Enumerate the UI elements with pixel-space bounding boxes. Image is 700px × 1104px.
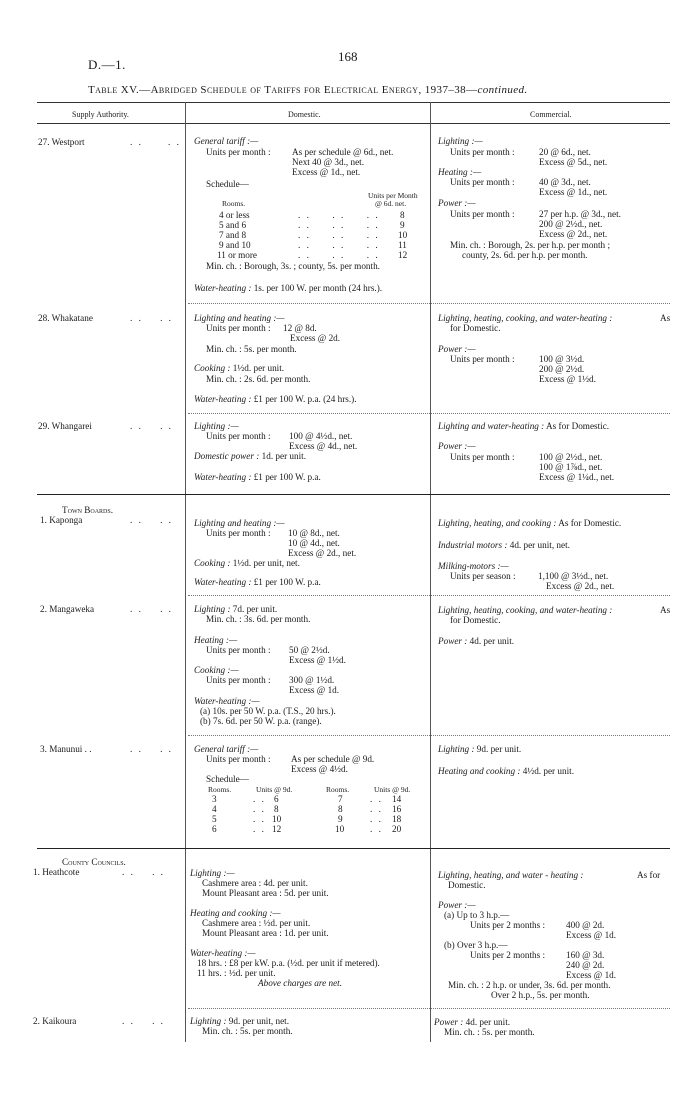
manunui-dom-text: Schedule—: [206, 774, 249, 784]
mangaweka-dom-text: (a) 10s. per 50 W. p.a. (T.S., 20 hrs.).: [200, 706, 336, 716]
westport-com-label: Lighting :—: [438, 136, 483, 146]
westport-com-text: 200 @ 2½d., net.: [539, 219, 603, 229]
whangarei-water-heating: Water-heating : £1 per 100 W. p.a.: [194, 472, 321, 482]
leader-dots: . .: [130, 137, 143, 147]
manunui-lighting: Lighting : 9d. per unit.: [438, 744, 522, 754]
table-title: Table XV.—Abridged Schedule of Tariffs for Electrical Energy, 1937–38—continued.: [88, 84, 528, 96]
manunui-schedule-header: Rooms.: [326, 785, 350, 794]
mangaweka-com-text: for Domestic.: [450, 615, 501, 625]
whangarei-domestic-power: Domestic power : 1d. per unit.: [194, 451, 307, 461]
manunui-dom-text: As per schedule @ 9d.: [291, 754, 375, 764]
row-rule: [188, 735, 670, 736]
leader-dots: . .: [168, 137, 181, 147]
heathcote-dom-text: 11 hrs. : ½d. per unit.: [197, 968, 276, 978]
whangarei-dom-text: 100 @ 4½d., net.: [289, 431, 353, 441]
westport-schedule-header: @ 6d. net.: [375, 199, 407, 208]
whangarei-com-label: Power :—: [438, 441, 476, 451]
header-commercial: Commercial.: [530, 110, 572, 119]
mangaweka-dom-text: Excess @ 1d.: [289, 685, 340, 695]
whakatane-com-label: Power :—: [438, 344, 476, 354]
westport-schedule-header: Units per Month: [368, 191, 418, 200]
westport-com-text: Units per month :: [450, 177, 515, 187]
mangaweka-com-label: Lighting, heating, cooking, and water-heating :: [438, 605, 613, 615]
westport-schedule-header: Rooms.: [222, 199, 246, 208]
whangarei-com-text: 100 @ 1⅞d., net.: [539, 462, 603, 472]
kaponga-dom-text: Excess @ 2d., net.: [288, 548, 357, 558]
whakatane-water-heating: Water-heating : £1 per 100 W. p.a. (24 hrs.).: [194, 394, 357, 404]
heathcote-com-text: Units per 2 months :: [470, 920, 546, 930]
westport-dom-text: Schedule—: [206, 179, 249, 189]
kaikoura-lighting: Lighting : 9d. per unit, net.: [190, 1016, 290, 1026]
manunui-dom-text: Excess @ 4½d.: [291, 764, 348, 774]
mangaweka-dom-text: Excess @ 1½d.: [289, 655, 346, 665]
section-heading-county-councils: County Councils.: [62, 857, 126, 867]
westport-rooms: 11 or more: [217, 250, 257, 260]
leader-dots: . .: [253, 804, 266, 814]
westport-dom-text: Units per month :: [206, 147, 271, 157]
leader-dots: . . . .: [130, 604, 173, 614]
heathcote-com-text: (b) Over 3 h.p.—: [444, 940, 508, 950]
manunui-units: 20: [392, 824, 402, 834]
mangaweka-dom-label: Heating :—: [194, 635, 238, 645]
authority-manunui: 3. Manunui . .: [40, 744, 92, 754]
westport-dom-text: Min. ch. : Borough, 3s. ; county, 5s. per month.: [206, 261, 380, 271]
authority-kaikoura: 2. Kaikoura: [33, 1016, 77, 1026]
leader-dots: . . . .: [130, 744, 173, 754]
kaponga-com-text: 1,100 @ 3½d., net.: [538, 571, 609, 581]
authority-westport: 27. Westport . . . .: [38, 137, 181, 147]
leader-dots: . .: [370, 814, 383, 824]
whangarei-com-text: Excess @ 1¼d., net.: [539, 472, 615, 482]
westport-rooms: 4 or less: [219, 210, 250, 220]
westport-units: 10: [398, 230, 408, 240]
westport-dom-text: As per schedule @ 6d., net.: [292, 147, 394, 157]
section-rule-town-boards: [37, 494, 670, 495]
heathcote-dom-text: Cashmere area : ½d. per unit.: [202, 918, 311, 928]
kaponga-com-text: Units per season :: [450, 571, 516, 581]
leader-dots: . .: [253, 814, 266, 824]
westport-com-text: Excess @ 5d., net.: [539, 157, 608, 167]
manunui-heating-cooking: Heating and cooking : 4½d. per unit.: [438, 766, 575, 776]
header-supply-authority: Supply Authority.: [72, 110, 129, 119]
heathcote-com-text: Excess @ 1d.: [566, 930, 617, 940]
heathcote-com-text: Over 2 h.p., 5s. per month.: [491, 990, 590, 1000]
manunui-units: 18: [392, 814, 402, 824]
westport-units: 9: [400, 220, 405, 230]
manunui-schedule-header: Units @ 9d.: [256, 785, 293, 794]
mangaweka-dom-text: 300 @ 1½d.: [289, 675, 335, 685]
manunui-units: 10: [272, 814, 282, 824]
manunui-units: 8: [274, 804, 279, 814]
westport-dom-text: Next 40 @ 3d., net.: [292, 157, 364, 167]
whangarei-dom-text: Units per month :: [206, 431, 271, 441]
row-rule: [188, 595, 670, 596]
row-rule: [188, 1008, 670, 1009]
whangarei-dom-label: Lighting :—: [194, 421, 239, 431]
manunui-rooms: 5: [212, 814, 217, 824]
westport-rooms: 5 and 6: [219, 220, 247, 230]
heathcote-dom-text: Mount Pleasant area : 1d. per unit.: [202, 928, 329, 938]
whakatane-com-text: 100 @ 3½d.: [539, 354, 585, 364]
kaikoura-dom-text: Min. ch. : 5s. per month.: [202, 1026, 293, 1036]
kaponga-dom-text: Units per month :: [206, 528, 271, 538]
kaikoura-com-text: Min. ch. : 5s. per month.: [444, 1027, 535, 1037]
kaponga-dom-text: 10 @ 4d., net.: [288, 538, 340, 548]
heathcote-com-text: 400 @ 2d.: [566, 920, 605, 930]
whakatane-dom-text: Min. ch. : 5s. per month.: [206, 344, 297, 354]
whangarei-lighting: Lighting and water-heating : As for Domestic.: [438, 421, 610, 431]
heathcote-com-text: Min. ch. : 2 h.p. or under, 3s. 6d. per month.: [448, 980, 611, 990]
westport-com-label: Power :—: [438, 198, 476, 208]
manunui-dom-text: Units per month :: [206, 754, 271, 764]
heathcote-dom-note: Above charges are net.: [258, 978, 343, 988]
authority-whangarei: 29. Whangarei: [38, 421, 92, 431]
westport-rooms: 7 and 8: [219, 230, 247, 240]
kaponga-dom-text: 10 @ 8d., net.: [288, 528, 340, 538]
manunui-schedule-header: Rooms.: [208, 785, 232, 794]
westport-com-text: Units per month :: [450, 147, 515, 157]
manunui-units: 6: [274, 794, 279, 804]
authority-heathcote: 1. Heathcote: [33, 867, 80, 877]
page-number: 168: [338, 49, 358, 64]
manunui-rooms: 7: [338, 794, 343, 804]
heathcote-dom-text: 18 hrs. : £8 per kW. p.a. (½d. per unit if metered).: [197, 958, 380, 968]
authority-kaponga: 1. Kaponga: [40, 515, 83, 525]
whangarei-dom-text: Excess @ 4d., net.: [289, 441, 358, 451]
leader-dots: . .: [253, 794, 266, 804]
whakatane-dom-text: Units per month :: [206, 323, 271, 333]
column-rule-2: [430, 102, 431, 1042]
whakatane-com-text: As: [660, 313, 671, 323]
manunui-units: 14: [392, 794, 402, 804]
mangaweka-dom-label: Water-heating :—: [194, 696, 260, 706]
westport-com-label: Heating :—: [438, 167, 482, 177]
heathcote-com-text: Domestic.: [448, 880, 486, 890]
mangaweka-dom-text: (b) 7s. 6d. per 50 W. p.a. (range).: [200, 716, 322, 726]
kaponga-lighting: Lighting, heating, and cooking : As for Domestic.: [438, 518, 622, 528]
mangaweka-com-text: As: [660, 605, 671, 615]
manunui-rooms: 8: [338, 804, 343, 814]
kaponga-com-label: Milking-motors :—: [438, 561, 509, 571]
leader-dots: . . . .: [130, 421, 173, 431]
kaikoura-power: Power : 4d. per unit.: [434, 1017, 511, 1027]
heathcote-dom-text: Mount Pleasant area : 5d. per unit.: [202, 888, 329, 898]
row-rule: [188, 413, 670, 414]
leader-dots: . . . .: [130, 515, 173, 525]
heathcote-dom-label: Water-heating :—: [190, 948, 256, 958]
leader-dots: . . . .: [122, 1016, 165, 1026]
heathcote-dom-text: Cashmere area : 4d. per unit.: [202, 878, 308, 888]
leader-dots: . . . .: [122, 867, 165, 877]
mangaweka-dom-text: Units per month :: [206, 675, 271, 685]
manunui-rooms: 6: [212, 824, 217, 834]
westport-com-text: Units per month :: [450, 209, 515, 219]
column-rule-1: [185, 102, 186, 1042]
westport-units: 11: [398, 240, 407, 250]
manunui-dom-label: General tariff :—: [194, 744, 259, 754]
heathcote-com-text: 160 @ 3d.: [566, 950, 605, 960]
mangaweka-lighting: Lighting : 7d. per unit.: [194, 604, 278, 614]
leader-dots: . .: [370, 804, 383, 814]
westport-rooms: 9 and 10: [219, 240, 251, 250]
leader-dots: . .: [370, 824, 383, 834]
mangaweka-power: Power : 4d. per unit.: [438, 636, 515, 646]
westport-water-heating: Water-heating : 1s. per 100 W. per month (24 hrs.).: [194, 283, 383, 293]
manunui-rooms: 10: [335, 824, 345, 834]
westport-com-text: 27 per h.p. @ 3d., net.: [539, 209, 621, 219]
whakatane-dom-text: 12 @ 8d.: [283, 323, 317, 333]
authority-whakatane: 28. Whakatane: [38, 313, 93, 323]
header-top-rule: [37, 102, 670, 103]
mangaweka-dom-text: Min. ch. : 3s. 6d. per month.: [206, 614, 311, 624]
section-rule-county-councils: [37, 848, 670, 849]
heathcote-com-text: Excess @ 1d.: [566, 970, 617, 980]
mangaweka-dom-text: Units per month :: [206, 645, 271, 655]
manunui-rooms: 4: [212, 804, 217, 814]
westport-units: 8: [400, 210, 405, 220]
leader-dots: . .: [370, 794, 383, 804]
leader-dots: . . . . . .: [298, 220, 380, 230]
kaponga-com-text: Excess @ 2d., net.: [546, 581, 615, 591]
kaponga-industrial: Industrial motors : 4d. per unit, net.: [438, 540, 570, 550]
heathcote-com-text: 240 @ 2d.: [566, 960, 605, 970]
westport-dom-text: Excess @ 1d., net.: [292, 167, 361, 177]
westport-com-text: 20 @ 6d., net.: [539, 147, 591, 157]
leader-dots: . . . . . .: [298, 240, 380, 250]
whangarei-com-text: Units per month :: [450, 452, 515, 462]
leader-dots: . .: [253, 824, 266, 834]
whakatane-dom-text: Excess @ 2d.: [290, 333, 341, 343]
kaponga-dom-label: Lighting and heating :—: [194, 518, 285, 528]
manunui-schedule-header: Units @ 9d.: [374, 785, 411, 794]
heathcote-com-label: Power :—: [438, 900, 476, 910]
whakatane-com-text: for Domestic.: [450, 323, 501, 333]
heathcote-dom-label: Lighting :—: [190, 868, 235, 878]
heathcote-com-text: As for: [637, 870, 661, 880]
leader-dots: . . . . . .: [298, 250, 380, 260]
heathcote-com-text: Units per 2 months :: [470, 950, 546, 960]
heathcote-dom-label: Heating and cooking :—: [190, 908, 281, 918]
westport-com-text: Min. ch. : Borough, 2s. per h.p. per month ;: [450, 240, 611, 250]
heathcote-com-label: Lighting, heating, and water - heating :: [438, 870, 584, 880]
kaponga-cooking: Cooking : 1½d. per unit, net.: [194, 558, 300, 568]
whakatane-com-text: 200 @ 2½d.: [539, 364, 585, 374]
whakatane-com-text: Units per month :: [450, 354, 515, 364]
manunui-units: 12: [272, 824, 282, 834]
section-heading-town-boards: Town Boards.: [62, 505, 114, 515]
authority-mangaweka: 2. Mangaweka: [40, 604, 95, 614]
leader-dots: . . . . . .: [298, 210, 380, 220]
westport-com-text: 40 @ 3d., net.: [539, 177, 591, 187]
westport-com-text: county, 2s. 6d. per h.p. per month.: [462, 250, 588, 260]
westport-com-text: Excess @ 1d., net.: [539, 187, 608, 197]
whakatane-cooking: Cooking : 1½d. per unit.: [194, 363, 285, 373]
whakatane-dom-text: Min. ch. : 2s. 6d. per month.: [206, 374, 311, 384]
westport-dom-label: General tariff :—: [194, 136, 259, 146]
whangarei-com-text: 100 @ 2½d., net.: [539, 452, 603, 462]
whakatane-com-label: Lighting, heating, cooking, and water-heating :: [438, 313, 613, 323]
whakatane-com-text: Excess @ 1½d.: [539, 374, 596, 384]
header-bottom-rule: [37, 123, 670, 124]
kaponga-water-heating: Water-heating : £1 per 100 W. p.a.: [194, 577, 321, 587]
mangaweka-dom-text: 50 @ 2½d.: [289, 645, 330, 655]
manunui-rooms: 9: [338, 814, 343, 824]
westport-com-text: Excess @ 2d., net.: [539, 229, 608, 239]
leader-dots: . . . . . .: [298, 230, 380, 240]
row-rule: [188, 303, 670, 304]
whakatane-dom-label: Lighting and heating :—: [194, 313, 285, 323]
page-reference: D.—1.: [88, 57, 126, 72]
heathcote-com-text: (a) Up to 3 h.p.—: [444, 910, 510, 920]
header-domestic: Domestic.: [288, 110, 321, 119]
mangaweka-dom-label: Cooking :—: [194, 665, 239, 675]
manunui-rooms: 3: [212, 794, 217, 804]
westport-units: 12: [398, 250, 408, 260]
manunui-units: 16: [392, 804, 402, 814]
leader-dots: . . . .: [130, 313, 173, 323]
